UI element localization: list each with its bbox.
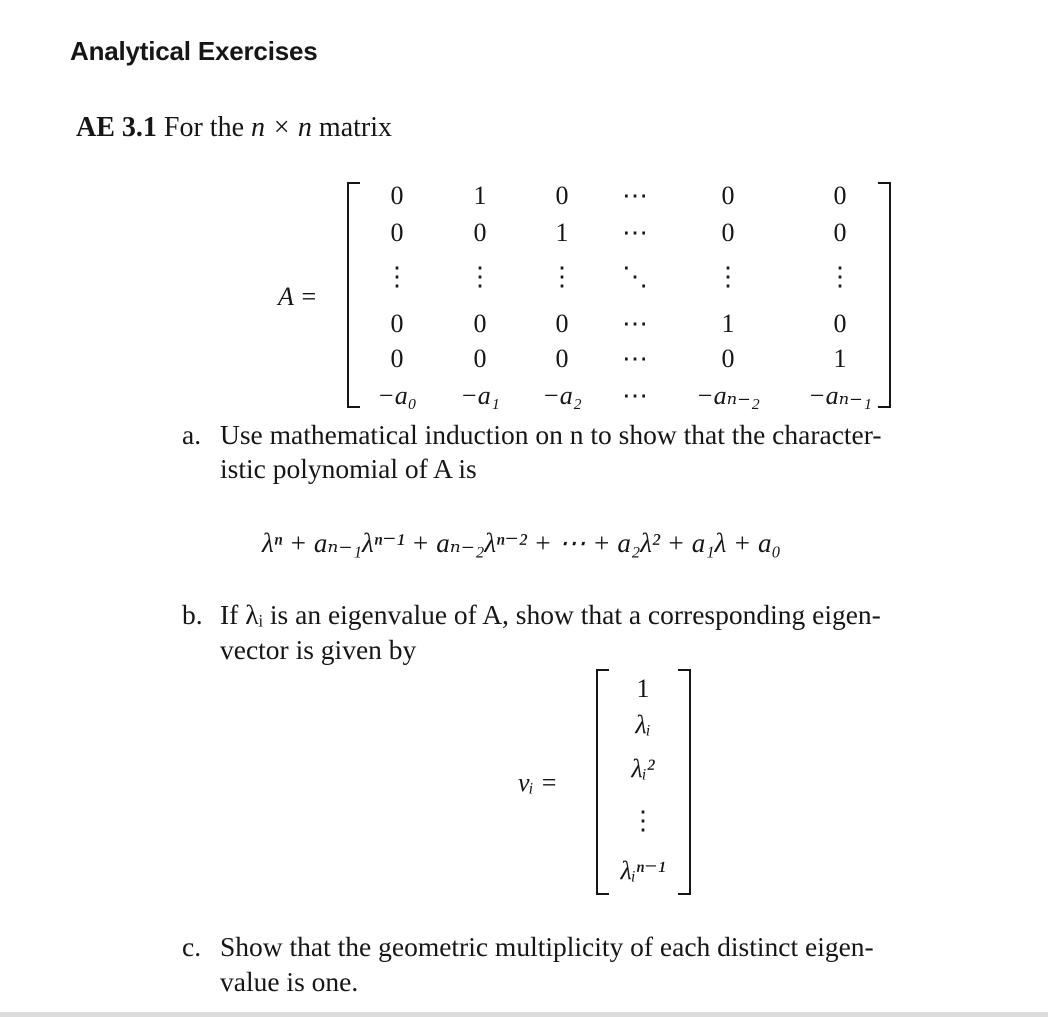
matrix-a-cell: 0 bbox=[555, 344, 569, 373]
matrix-a-cell: 1 bbox=[721, 309, 735, 338]
part-c-label: c. bbox=[182, 931, 202, 962]
matrix-a-cell: 0 bbox=[390, 344, 404, 373]
matrix-a-cell: −a₁ bbox=[460, 381, 500, 410]
matrix-a-cell: 0 bbox=[833, 309, 847, 338]
matrix-a-cell: ⋱ bbox=[622, 262, 648, 291]
matrix-a-cell: 0 bbox=[473, 218, 487, 247]
matrix-a-cell: 1 bbox=[555, 218, 569, 247]
problem-statement bbox=[76, 112, 392, 144]
matrix-a-cell: ⋮ bbox=[384, 262, 410, 291]
problem-intro-math: n × n bbox=[251, 112, 312, 143]
matrix-a-cell: 1 bbox=[473, 181, 487, 210]
matrix-a-cell: 0 bbox=[833, 218, 847, 247]
matrix-a-cell: 0 bbox=[390, 218, 404, 247]
matrix-a-right-bracket bbox=[878, 182, 891, 408]
vector-label: vᵢ = bbox=[518, 768, 558, 797]
characteristic-polynomial: λⁿ + aₙ₋₁λⁿ⁻¹ + aₙ₋₂λⁿ⁻² + ⋯ + a₂λ² + a₁λ + a₀ bbox=[262, 528, 781, 558]
vector-entry: λᵢⁿ⁻¹ bbox=[620, 856, 666, 885]
vector-entry: 1 bbox=[636, 674, 650, 703]
problem-intro-tail: matrix bbox=[318, 112, 393, 143]
matrix-a-cell: −a₀ bbox=[377, 381, 417, 410]
matrix-a-cell: 0 bbox=[473, 309, 487, 338]
part-a-line-1 bbox=[182, 418, 882, 452]
matrix-a-label: A = bbox=[278, 282, 318, 311]
matrix-a-cell: 1 bbox=[833, 344, 847, 373]
part-a-line-2: istic polynomial of A is bbox=[220, 453, 477, 484]
section-heading: Analytical Exercises bbox=[70, 36, 318, 66]
matrix-a-cell: 0 bbox=[721, 344, 735, 373]
part-c-line-2: value is one. bbox=[220, 966, 359, 997]
part-b-label: b. bbox=[182, 599, 203, 630]
matrix-a-cell: ⋮ bbox=[549, 262, 575, 291]
matrix-a-cell: 0 bbox=[555, 309, 569, 338]
part-a-label: a. bbox=[182, 419, 202, 450]
vector-entry: λᵢ bbox=[635, 710, 651, 739]
matrix-a-cell: 0 bbox=[390, 181, 404, 210]
problem-number: AE 3.1 bbox=[76, 112, 157, 143]
matrix-a-left-bracket bbox=[347, 182, 360, 408]
matrix-a-cell: 0 bbox=[833, 181, 847, 210]
matrix-a-cell: ⋯ bbox=[622, 309, 648, 338]
matrix-a-cell: ⋯ bbox=[622, 381, 648, 410]
matrix-a-cell: −a₂ bbox=[542, 381, 582, 410]
matrix-a-cell: ⋯ bbox=[622, 181, 648, 210]
page-bottom-divider bbox=[0, 1012, 1048, 1017]
part-c-line-1 bbox=[182, 930, 874, 964]
matrix-a-cell: ⋯ bbox=[622, 344, 648, 373]
part-b-line-2: vector is given by bbox=[220, 634, 417, 665]
matrix-a-cell: 0 bbox=[721, 181, 735, 210]
matrix-a-cell: ⋮ bbox=[467, 262, 493, 291]
matrix-a-cell: 0 bbox=[473, 344, 487, 373]
part-b-line-1 bbox=[182, 598, 881, 632]
matrix-a-cell: 0 bbox=[390, 309, 404, 338]
part-b-text-1: If λᵢ is an eigenvalue of A, show that a corresponding eigen- bbox=[220, 599, 881, 630]
vector-entry: λᵢ² bbox=[631, 754, 655, 783]
vector-entry: ⋮ bbox=[630, 806, 656, 835]
part-c-text-1: Show that the geometric multiplicity of each distinct eigen- bbox=[220, 931, 874, 962]
matrix-a-cell: ⋮ bbox=[827, 262, 853, 291]
problem-intro-text: For the bbox=[163, 112, 245, 143]
part-a-text-1: Use mathematical induction on n to show that the character- bbox=[220, 419, 882, 450]
matrix-a-cell: −aₙ₋₁ bbox=[808, 381, 872, 410]
matrix-a-cell: −aₙ₋₂ bbox=[696, 381, 760, 410]
matrix-a-cell: 0 bbox=[555, 181, 569, 210]
matrix-a-cell: 0 bbox=[721, 218, 735, 247]
matrix-a-cell: ⋯ bbox=[622, 218, 648, 247]
matrix-a-cell: ⋮ bbox=[715, 262, 741, 291]
